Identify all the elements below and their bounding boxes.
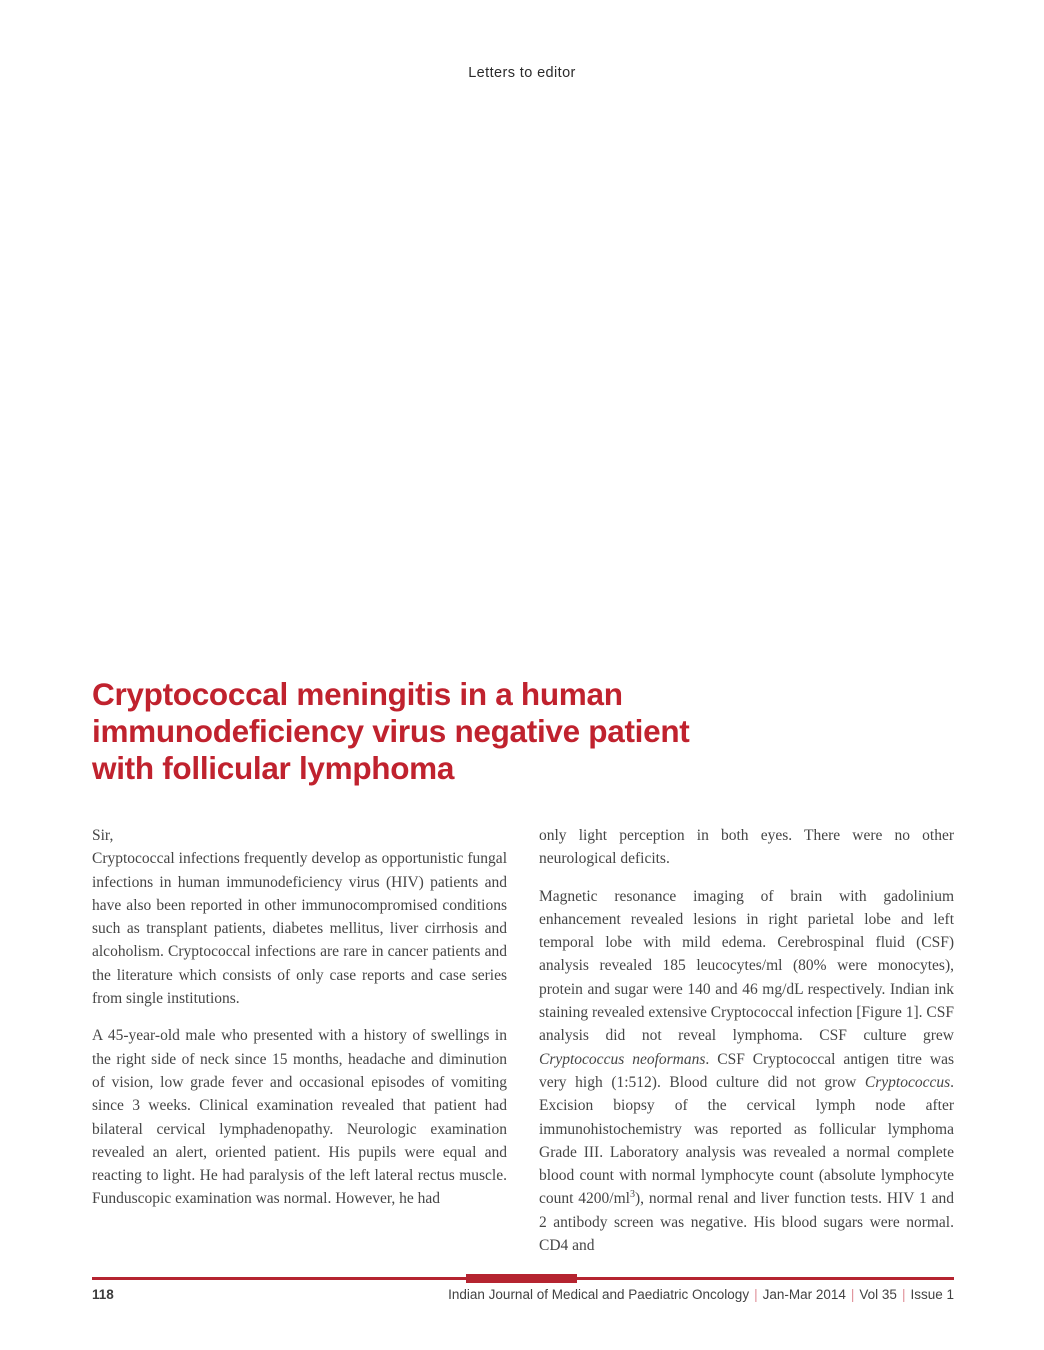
- article-title-line: with follicular lymphoma: [92, 750, 455, 786]
- salutation: Sir,: [92, 827, 114, 844]
- page-number: 118: [92, 1287, 114, 1302]
- left-column-paragraph-2: A 45-year-old male who presented with a history of swellings in the right side of neck since 15 months, headache and diminution of vision, low grade fever and occasional episodes of vomiting since 3 weeks. Clinical examination revealed that patient had bilateral cervical lymphadenopathy. Neurologic examination revealed an alert, oriented patient. His pupils were equal and reacting to light. He had paralysis of the left lateral rectus muscle. Funduscopic examination was normal. However, he had: [92, 1027, 507, 1208]
- citation-separator: |: [754, 1287, 758, 1302]
- issue-date: Jan-Mar 2014: [762, 1287, 846, 1302]
- issue-number: Issue 1: [910, 1287, 954, 1302]
- footer-accent-block: [466, 1274, 577, 1283]
- body-columns: [92, 824, 954, 1271]
- citation-separator: |: [850, 1287, 855, 1302]
- article-title: [92, 676, 872, 787]
- right-column: [539, 824, 954, 1271]
- left-column: [92, 824, 507, 1271]
- volume: Vol 35: [859, 1287, 897, 1302]
- article-title-line: Cryptococcal meningitis in a human: [92, 676, 623, 712]
- journal-title: Indian Journal of Medical and Paediatric Oncology: [448, 1287, 750, 1302]
- journal-citation: [448, 1287, 954, 1302]
- right-column-paragraph-2: Magnetic resonance imaging of brain with gadolinium enhancement revealed lesions in right parietal lobe and left temporal lobe with mild edema. Cerebrospinal fluid (CSF) analysis revealed 185 leucocytes/ml (80% were monocytes), protein and sugar were 140 and 46 mg/dL respectively. Indian ink staining revealed extensive Cryptococcal infection [Figure 1]. CSF analysis did not reveal lymphoma. CSF culture grew Cryptococcus neoformans. CSF Cryptococcal antigen titre was very high (1:512). Blood culture did not grow Cryptococcus. Excision biopsy of the cervical lymph node after immunohistochemistry was reported as follicular lymphoma Grade III. Laboratory analysis was revealed a normal complete blood count with normal lymphocyte count (absolute lymphocyte count $4200/ml^3$), normal renal and liver function tests. HIV 1 and 2 antibody screen was negative. His blood sugars were normal. CD4 and: [539, 887, 955, 1255]
- left-column-paragraph-1: Cryptococcal infections frequently develop as opportunistic fungal infections in human immunodeficiency virus (HIV) patients and have also been reported in other immunocompromised conditions such as transplant patients, diabetes mellitus, liver cirrhosis and alcoholism. Cryptococcal infections are rare in cancer patients and the literature which consists of only case reports and case series from single institutions.: [92, 850, 507, 1008]
- right-column-paragraph-1: only light perception in both eyes. There were no other neurological deficits.: [539, 827, 954, 868]
- article-title-line: immunodeficiency virus negative patient: [92, 713, 690, 749]
- section-header-label: Letters to editor: [468, 65, 576, 81]
- citation-separator: |: [901, 1287, 906, 1302]
